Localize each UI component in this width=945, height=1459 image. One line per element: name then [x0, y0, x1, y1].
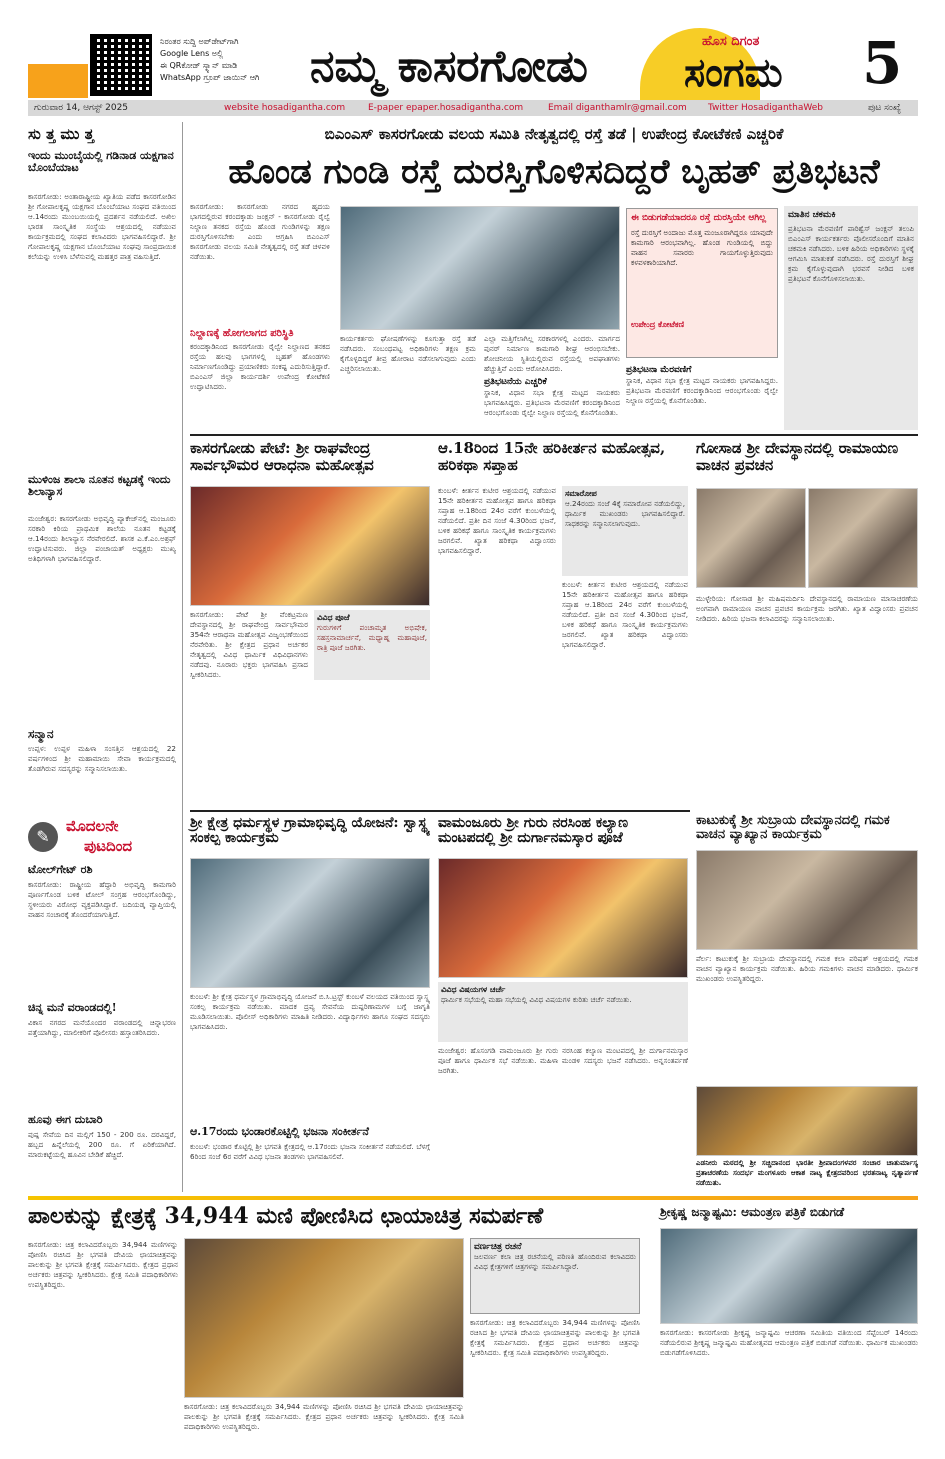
top-body4: ಎಲ್ಲಾ ಮತ್ತಿಗೆಲಾಗಿಲ್ಲ ಸರಕಾರಗಳಲ್ಲಿ ಎಂದರು. ಮಾರ್ಗದ ಪುನರ್ ನಿರ್ಮಾಣ ಕಾಮಗಾರಿ ಶೀಘ್ರ ಆರಂಭಿಸಬೇಕು. ಶೋಚನೀಯ ಸ್ಥಿತಿಯಲ್ಲಿರುವ ರಸ್ತೆಯಲ್ಲಿ ಅಪಘಾತಗಳು ಹೆಚ್ಚುತ್ತಿವೆ ಎಂದು ಆರೋಪಿಸಿದರು.	[484, 334, 620, 373]
protest-photo	[340, 206, 620, 330]
c-photo-1	[696, 488, 806, 588]
a-box-title: ವಿವಿಧ ಪೂಜೆ	[317, 613, 350, 622]
page-number: 5	[862, 29, 903, 97]
a-box-body: ಗುರುಗಳಿಗೆ ಪಂಚಾಮೃತ ಅಭಿಷೇಕ, ಸಹಸ್ರನಾಮಾರ್ಚನೆ, ಮಧ್ಯಾಹ್ನ ಮಹಾಪೂಜೆ, ರಾತ್ರಿ ಪೂಜೆ ಜರಗಿತು.	[317, 623, 427, 652]
b-box	[562, 486, 688, 576]
h-box-body: ಜಲವರ್ಣ ಕಲಾ ಚಿತ್ರ ರಚನೆಯಲ್ಲಿ ಪರಿಣತಿ ಹೊಂದಿರುವ ಕಲಾವಿದರು ವಿವಿಧ ಕ್ಷೇತ್ರಗಳಿಗೆ ಚಿತ್ರಗಳನ್ನು ಸಮರ್ಪಿಸಿದ್ದಾರೆ.	[474, 1252, 636, 1271]
f-box-body: ಧಾರ್ಮಿಕ ಸಭೆಯಲ್ಲಿ ಮಹಾ ಸಭೆಯಲ್ಲಿ ವಿವಿಧ ವಿಷಯಗಳ ಕುರಿತು ಚರ್ಚೆ ನಡೆಯಿತು.	[441, 995, 632, 1004]
info-bar	[28, 100, 918, 116]
i-headline: ಶ್ರೀಕೃಷ್ಣ ಜನ್ಮಾಷ್ಟಮಿ: ಆಮಂತ್ರಣ ಪತ್ರಿಕೆ ಬಿಡುಗಡೆ	[660, 1205, 845, 1219]
d-dance-photo	[696, 1086, 918, 1156]
column-title-small: ಮೊದಲನೇ	[66, 817, 119, 835]
quote-box	[626, 208, 778, 358]
left-p4: ಕಾಸರಗೋಡು: ರಾಷ್ಟ್ರೀಯ ಹೆದ್ದಾರಿ ಅಭಿವೃದ್ಧಿ ಕಾಮಗಾರಿ ಪೂರ್ಣಗೊಂಡ ಬಳಿಕ ಟೋಲ್ ಸಂಗ್ರಹ ಆರಂಭಗೊಂಡಿದ್ದು, ಸ್ಥಳೀಯರು ವಿರೋಧ ವ್ಯಕ್ತಪಡಿಸಿದ್ದಾರೆ. ಬದಿಯಡ್ಕ ವ್ಯಾಪ್ತಿಯಲ್ಲಿ ವಾಹನ ಸಂಚಾರಕ್ಕೆ ತೊಂದರೆಯಾಗುತ್ತಿದೆ.	[28, 880, 176, 919]
h-body-3: ಕಾಸರಗೋಡು: ಚಿತ್ರ ಕಲಾವಿದರೊಬ್ಬರು 34,944 ಮಣಿಗಳನ್ನು ಪೋಣಿಸಿ ರಚಿಸಿದ ಶ್ರೀ ಭಗವತಿ ದೇವಿಯ ಛಾಯಾಚಿತ್ರವನ್ನು ಪಾಲಕುನ್ನು ಶ್ರೀ ಭಗವತಿ ಕ್ಷೇತ್ರಕ್ಕೆ ಸಮರ್ಪಿಸಿದರು. ಕ್ಷೇತ್ರದ ಪ್ರಧಾನ ಅರ್ಚಕರು ಚಿತ್ರವನ್ನು ಸ್ವೀಕರಿಸಿದರು. ಕ್ಷೇತ್ರ ಸಮಿತಿ ಪದಾಧಿಕಾರಿಗಳು ಉಪಸ್ಥಿತರಿದ್ದರು.	[184, 1402, 464, 1431]
c-headline: ಗೋಸಾಡ ಶ್ರೀ ದೇವಸ್ಥಾನದಲ್ಲಿ ರಾಮಾಯಣ ವಾಚನ ಪ್ರವಚನ	[696, 439, 899, 474]
d-photo	[696, 850, 918, 950]
e-body: ಕುಂಬಳೆ: ಶ್ರೀ ಕ್ಷೇತ್ರ ಧರ್ಮಸ್ಥಳ ಗ್ರಾಮಾಭಿವೃದ್ಧಿ ಯೋಜನೆ ಬಿ.ಸಿ.ಟ್ರಸ್ಟ್ ಕುಂಬಳೆ ವಲಯದ ವತಿಯಿಂದ ಸ್ವಾಸ್ಥ್ಯ ಸಂಕಲ್ಪ ಕಾರ್ಯಕ್ರಮ ನಡೆಯಿತು. ಮಾದಕ ದ್ರವ್ಯ ಸೇವನೆಯ ದುಷ್ಪರಿಣಾಮಗಳ ಬಗ್ಗೆ ಜಾಗೃತಿ ಮೂಡಿಸಲಾಯಿತು. ಪೊಲೀಸ್ ಅಧಿಕಾರಿಗಳು ಮಾಹಿತಿ ನೀಡಿದರು. ವಿದ್ಯಾರ್ಥಿಗಳು ಹಾಗೂ ಸಂಘದ ಸದಸ್ಯರು ಭಾಗವಹಿಸಿದರು.	[190, 992, 430, 1031]
i-body: ಕಾಸರಗೋಡು: ಕಾಸರಗೋಡು ಶ್ರೀಕೃಷ್ಣ ಜನ್ಮಾಷ್ಟಮಿ ಆಚರಣಾ ಸಮಿತಿಯ ವತಿಯಿಂದ ಸೆಪ್ಟೆಂಬರ್ 14ರಂದು ನಡೆಯಲಿರುವ ಶ್ರೀಕೃಷ್ಣ ಜನ್ಮಾಷ್ಟಮಿ ಮಹೋತ್ಸವದ ಆಮಂತ್ರಣ ಪತ್ರಿಕೆ ಬಿಡುಗಡೆ ನಡೆಯಿತು. ಧಾರ್ಮಿಕ ಮುಖಂಡರು ಬಿಡುಗಡೆಗೊಳಿಸಿದರು.	[660, 1328, 918, 1357]
h-body-2: ಕಾಸರಗೋಡು: ಚಿತ್ರ ಕಲಾವಿದರೊಬ್ಬರು 34,944 ಮಣಿಗಳನ್ನು ಪೋಣಿಸಿ ರಚಿಸಿದ ಶ್ರೀ ಭಗವತಿ ದೇವಿಯ ಛಾಯಾಚಿತ್ರವನ್ನು ಪಾಲಕುನ್ನು ಶ್ರೀ ಭಗವತಿ ಕ್ಷೇತ್ರಕ್ಕೆ ಸಮರ್ಪಿಸಿದರು. ಕ್ಷೇತ್ರದ ಪ್ರಧಾನ ಅರ್ಚಕರು ಚಿತ್ರವನ್ನು ಸ್ವೀಕರಿಸಿದರು. ಕ್ಷೇತ್ರ ಸಮಿತಿ ಪದಾಧಿಕಾರಿಗಳು ಉಪಸ್ಥಿತರಿದ್ದರು.	[470, 1318, 640, 1357]
a-photo	[190, 486, 430, 606]
quote-body: ರಸ್ತೆ ದುರಸ್ತಿಗೆ ಅಂದಾಜು ಮೊತ್ತ ಮಂಜೂರಾಗಿದ್ದರೂ ಯಾವುದೇ ಕಾಮಗಾರಿ ಆರಂಭವಾಗಿಲ್ಲ. ಹೊಂಡ ಗುಂಡಿಯಲ್ಲಿ ಬಿದ್ದು ವಾಹನ ಸವಾರರು ಗಾಯಗೊಳ್ಳುತ್ತಿರುವುದು ಕಳವಳಕಾರಿಯಾಗಿದೆ.	[631, 228, 773, 267]
b-body: ಕುಂಬಳೆ: ಕೀರ್ತನ ಕುಟೀರ ಆಶ್ರಯದಲ್ಲಿ ನಡೆಯುವ 15ನೇ ಹರಿಕೀರ್ತನ ಮಹೋತ್ಸವ ಹಾಗೂ ಹರಿಕಥಾ ಸಪ್ತಾಹ ಆ.18ರಿಂದ 24ರ ವರೆಗೆ ಕುಂಬಳೆಯಲ್ಲಿ ನಡೆಯಲಿದೆ. ಪ್ರತೀ ದಿನ ಸಂಜೆ 4.30ರಿಂದ ಭಜನೆ, ಬಳಿಕ ಹರಿಕಥೆ ಹಾಗೂ ಸಾಂಸ್ಕೃತಿಕ ಕಾರ್ಯಕ್ರಮಗಳು ಜರಗಲಿವೆ. ಖ್ಯಾತ ಹರಿಕಥಾ ವಿದ್ವಾಂಸರು ಭಾಗವಹಿಸಲಿದ್ದಾರೆ.	[438, 486, 556, 555]
top-story	[190, 122, 918, 432]
paper-title: ನಮ್ಮ ಕಾಸರಗೋಡು	[310, 41, 588, 92]
epaper-link[interactable]: E-paper epaper.hosadigantha.com	[368, 103, 524, 113]
story-i	[660, 1204, 918, 1454]
left-p1: ಕಾಸರಗೋಡು: ಅಂತಾರಾಷ್ಟ್ರೀಯ ಖ್ಯಾತಿಯ ಪಡೆದ ಕಾಸರಗೋಡಿನ ಶ್ರೀ ಗೋಪಾಲಕೃಷ್ಣ ಯಕ್ಷಗಾನ ಬೊಂಬೆಯಾಟ ಸಂಘದ ವತಿಯಿಂದ ಆ.14ರಂದು ಮುಂಬಯಿಯಲ್ಲಿ ಪ್ರದರ್ಶನ ನಡೆಯಲಿದೆ. ಅಖಿಲ ಭಾರತ ಸಾಂಸ್ಕೃತಿಕ ಸಂಸ್ಥೆಯ ಆಶ್ರಯದಲ್ಲಿ ನಡೆಯುವ ಕಾರ್ಯಕ್ರಮದಲ್ಲಿ ಸಂಘದ ಕಲಾವಿದರು ಭಾಗವಹಿಸಲಿದ್ದಾರೆ. ಶ್ರೀ ಗೋಪಾಲಕೃಷ್ಣ ಯಕ್ಷಗಾನ ಬೊಂಬೆಯಾಟ ಸಂಘವು ಸಾಂಪ್ರದಾಯಿಕ ಕಲೆಯನ್ನು ಉಳಿಸಿ ಬೆಳೆಸುವಲ್ಲಿ ಮಹತ್ತರ ಪಾತ್ರ ವಹಿಸುತ್ತಿದೆ.	[28, 192, 176, 261]
left-h6: ಹೂವು ಈಗ ದುಬಾರಿ	[28, 1113, 103, 1126]
left-divider	[182, 122, 183, 1192]
left-p2: ಮಂಜೇಶ್ವರ: ಕಾಸರಗೋಡು ಅಭಿವೃದ್ಧಿ ಪ್ಯಾಕೇಜ್‌ನಲ್ಲಿ ಮಂಜೂರು ಸರಕಾರಿ ಕಿರಿಯ ಪ್ರಾಥಮಿಕ ಶಾಲೆಯ ನೂತನ ಕಟ್ಟಡಕ್ಕೆ ಆ.14ರಂದು ಶಿಲಾನ್ಯಾಸ ನೆರವೇರಲಿದೆ. ಶಾಸಕ ಎ.ಕೆ.ಎಂ.ಅಶ್ರಫ್ ಉದ್ಘಾಟಿಸುವರು. ಜಿಲ್ಲಾ ಪಂಚಾಯತ್ ಅಧ್ಯಕ್ಷರು ಮುಖ್ಯ ಅತಿಥಿಗಳಾಗಿ ಭಾಗವಹಿಸಲಿದ್ದಾರೆ.	[28, 514, 176, 563]
top-body2: ಕರಂದಕ್ಕಾಡಿನಿಂದ ಕಾಸರಗೋಡು ರೈಲ್ವೇ ನಿಲ್ದಾಣದ ತನಕದ ರಸ್ತೆಯ ಹಲವು ಭಾಗಗಳಲ್ಲಿ ಬೃಹತ್ ಹೊಂಡಗಳು ನಿರ್ಮಾಣಗೊಂಡಿದ್ದು ಪ್ರಯಾಣಿಕರು ಸಂಕಷ್ಟ ಎದುರಿಸುತ್ತಿದ್ದಾರೆ. ಬಿಎಂಎಸ್ ಜಿಲ್ಲಾ ಕಾರ್ಯದರ್ಶಿ ಉಪೇಂದ್ರ ಕೋಟೆಕಣಿ ಉದ್ಘಾಟಿಸಿದರು.	[190, 342, 330, 391]
side-body: ಪ್ರತಿಭಟನಾ ಮೆರವಣಿಗೆ ಪಾರಿಶ್ವೆಸ್ ಜಂಕ್ಷನ್‌ ತಲುಪಿ ಬಿಎಂಎಸ್ ಕಾರ್ಯಕರ್ತರು ಪೊಲೀಸರೊಂದಿಗೆ ಮಾತಿನ ಚಕಮಕಿ ನಡೆಸಿದರು. ಬಳಿಕ ಹಿರಿಯ ಅಧಿಕಾರಿಗಳು ಸ್ಥಳಕ್ಕೆ ಆಗಮಿಸಿ ಮಾತುಕತೆ ನಡೆಸಿದರು. ರಸ್ತೆ ದುರಸ್ತಿಗೆ ಶೀಘ್ರ ಕ್ರಮ ಕೈಗೊಳ್ಳುವುದಾಗಿ ಭರವಸೆ ನೀಡಿದ ಬಳಿಕ ಪ್ರತಿಭಟನೆ ಕೊನೆಗೊಳಿಸಲಾಯಿತು.	[788, 224, 914, 283]
top-body5: ಸ್ಥಾನಿಕ, ವಿಧಾನ ಸಭಾ ಕ್ಷೇತ್ರ ಮಟ್ಟದ ನಾಯಕರು ಭಾಗವಹಿಸಿದ್ದರು. ಪ್ರತಿಭಟನಾ ಮೆರವಣಿಗೆ ಕರಂದಕ್ಕಾಡಿನಿಂದ ಆರಂಭಗೊಂಡು ರೈಲ್ವೇ ನಿಲ್ದಾಣ ರಸ್ತೆಯಲ್ಲಿ ಕೊನೆಗೊಂಡಿತು.	[484, 388, 620, 417]
left-column	[28, 122, 176, 1192]
b-box-body: ಆ.24ರಂದು ಸಂಜೆ 4ಕ್ಕೆ ಸಮಾರೋಪ ನಡೆಯಲಿದ್ದು, ಧಾರ್ಮಿಕ ಮುಖಂಡರು ಭಾಗವಹಿಸಲಿದ್ದಾರೆ. ಸಾಧಕರನ್ನು ಸನ್ಮಾನಿಸಲಾಗುವುದು.	[565, 499, 685, 528]
f-headline: ವಾಮಂಜೂರು ಶ್ರೀ ಗುರು ನರಸಿಂಹ ಕಲ್ಯಾಣ ಮಂಟಪದಲ್ಲಿ ಶ್ರೀ ದುರ್ಗಾನಮಸ್ಕಾರ ಪೂಜೆ	[438, 815, 629, 847]
brand-label: ಹೊಸ ದಿಗಂತ	[702, 34, 760, 49]
pencil-icon: ✎	[28, 822, 58, 852]
qr-instructions: ನಿರಂತರ ಸುದ್ದಿ ಅಪ್‌ಡೇಟ್‌ಗಾಗಿ Google Lens ಅಲ್ಲಿ ಈ QRಕೋಡ್ ಸ್ಕ್ಯಾನ್ ಮಾಡಿ WhatsApp ಗ್ರೂಪ್ ಜಾಯಿನ್ ಆಗಿ	[160, 37, 260, 82]
story-h	[28, 1204, 640, 1454]
c-body: ಮುಳ್ಳೇರಿಯ: ಗೋಸಾಡ ಶ್ರೀ ಮಹಿಷಮರ್ದಿನಿ ದೇವಸ್ಥಾನದಲ್ಲಿ ರಾಮಾಯಣ ಮಾಸಾಚರಣೆಯ ಅಂಗವಾಗಿ ರಾಮಾಯಣ ವಾಚನ ಪ್ರವಚನ ಕಾರ್ಯಕ್ರಮ ಜರಗಿತು. ಖ್ಯಾತ ವಿದ್ವಾಂಸರು ಪ್ರವಚನ ನೀಡಿದರು. ಹಿರಿಯ ಭಜನಾ ಕಲಾವಿದರನ್ನು ಸನ್ಮಾನಿಸಲಾಯಿತು.	[696, 594, 918, 623]
f-box	[438, 982, 688, 1042]
i-photo	[660, 1228, 918, 1324]
bottom-stripe	[28, 1196, 918, 1200]
website-link[interactable]: website hosadigantha.com	[224, 103, 346, 113]
left-p3: ಉಪ್ಪಳ: ಉಪ್ಪಳ ಮಹಿಳಾ ಸಂಸತ್ತಿನ ಆಶ್ರಯದಲ್ಲಿ 22 ವರ್ಷಗಳಿಂದ ಶ್ರೀ ಮಹಾಮಾಯಿ ಸೇವಾ ಕಾರ್ಯಕ್ರಮದಲ್ಲಿ ತೊಡಗಿರುವ ಸದಸ್ಯರನ್ನು ಸನ್ಮಾನಿಸಲಾಯಿತು.	[28, 744, 176, 773]
f-photo	[438, 858, 688, 978]
story-b	[438, 438, 688, 808]
date-text: ಗುರುವಾರ 14, ಆಗಸ್ಟ್ 2025	[34, 103, 129, 113]
h-box-title: ವರ್ಣಚಿತ್ರ ರಚನೆ	[474, 1242, 522, 1252]
top-body1: ಕಾಸರಗೋಡು: ಕಾಸರಗೋಡು ನಗರದ ಹೃದಯ ಭಾಗದಲ್ಲಿರುವ ಕರಂದಕ್ಕಾಡು ಜಂಕ್ಷನ್ - ಕಾಸರಗೋಡು ರೈಲ್ವೆ ನಿಲ್ದಾಣ ತನಕದ ರಸ್ತೆಯ ಹೊಂಡ ಗುಂಡಿಗಳನ್ನು ತಕ್ಷಣ ದುರಸ್ತಿಗೊಳಿಸಬೇಕು ಎಂದು ಆಗ್ರಹಿಸಿ ಬಿಎಂಎಸ್ ಕಾಸರಗೋಡು ವಲಯ ಸಮಿತಿ ನೇತೃತ್ವದಲ್ಲಿ ರಸ್ತೆ ತಡೆ ಚಳವಳಿ ನಡೆಯಿತು.	[190, 202, 330, 261]
left-h2: ಮುಳಿಂಜ ಶಾಲಾ ನೂತನ ಕಟ್ಟಡಕ್ಕೆ ಇಂದು ಶಿಲಾನ್ಯಾಸ	[28, 473, 171, 499]
b-body-2: ಕುಂಬಳೆ: ಕೀರ್ತನ ಕುಟೀರ ಆಶ್ರಯದಲ್ಲಿ ನಡೆಯುವ 15ನೇ ಹರಿಕೀರ್ತನ ಮಹೋತ್ಸವ ಹಾಗೂ ಹರಿಕಥಾ ಸಪ್ತಾಹ ಆ.18ರಿಂದ 24ರ ವರೆಗೆ ಕುಂಬಳೆಯಲ್ಲಿ ನಡೆಯಲಿದೆ. ಪ್ರತೀ ದಿನ ಸಂಜೆ 4.30ರಿಂದ ಭಜನೆ, ಬಳಿಕ ಹರಿಕಥೆ ಹಾಗೂ ಸಾಂಸ್ಕೃತಿಕ ಕಾರ್ಯಕ್ರಮಗಳು ಜರಗಲಿವೆ. ಖ್ಯಾತ ಹರಿಕಥಾ ವಿದ್ವಾಂಸರು ಭಾಗವಹಿಸಲಿದ್ದಾರೆ.	[562, 580, 688, 649]
top-headline: ಹೊಂಡ ಗುಂಡಿ ರಸ್ತೆ ದುರಸ್ತಿಗೊಳಿಸದಿದ್ದರೆ ಬೃಹತ್ ಪ್ರತಿಭಟನೆ	[228, 152, 880, 192]
story-g	[190, 1126, 430, 1192]
b-headline: ಆ.18ರಿಂದ 15ನೇ ಹರಿಕೀರ್ತನ ಮಹೋತ್ಸವ, ಹರಿಕಥಾ ಸಪ್ತಾಹ	[438, 439, 666, 474]
h-box	[470, 1238, 640, 1314]
orange-block	[28, 64, 88, 98]
top-body3: ಕಾರ್ಯಕರ್ತರು ಘೋಷಣೆಗಳನ್ನು ಕೂಗುತ್ತಾ ರಸ್ತೆ ತಡೆ ನಡೆಸಿದರು. ಸಂಬಂಧಪಟ್ಟ ಅಧಿಕಾರಿಗಳು ತಕ್ಷಣ ಕ್ರಮ ಕೈಗೊಳ್ಳದಿದ್ದರೆ ತೀವ್ರ ಹೋರಾಟ ನಡೆಸಲಾಗುವುದು ಎಂದು ಎಚ್ಚರಿಸಲಾಯಿತು.	[340, 334, 476, 373]
sutta-label: ಸು ತ್ತ ಮು ತ್ತ	[28, 125, 94, 143]
left-p5: ವಿಕಾಸ ನಗರದ ಮನೆಯೊಂದರ ವರಾಂಡದಲ್ಲಿ ಚಿನ್ನಾಭರಣ ಪತ್ತೆಯಾಗಿದ್ದು, ಮಾಲೀಕರಿಗೆ ಪೊಲೀಸರು ಹಸ್ತಾಂತರಿಸಿದರು.	[28, 1018, 176, 1037]
h-photo	[184, 1238, 464, 1398]
story-c	[696, 438, 918, 808]
top-rule	[190, 434, 918, 436]
f-box-title: ವಿವಿಧ ವಿಷಯಗಳ ಚರ್ಚೆ	[441, 985, 506, 994]
page-tag: ಪುಟ ಸಂಖ್ಯೆ	[868, 103, 901, 113]
column-title-big: ಪುಟದಿಂದ	[84, 837, 133, 855]
left-h1: ಇಂದು ಮುಂಬೈಯಲ್ಲಿ ಗಡಿನಾಡ ಯಕ್ಷಗಾನ ಬೊಂಬೆಯಾಟ	[28, 149, 174, 175]
top-kicker: ಬಿಎಂಎಸ್ ಕಾಸರಗೋಡು ವಲಯ ಸಮಿತಿ ನೇತೃತ್ವದಲ್ಲಿ ರಸ್ತೆ ತಡೆ | ಉಪೇಂದ್ರ ಕೋಟೆಕಣಿ ಎಚ್ಚರಿಕೆ	[324, 125, 784, 143]
top-subhead1: ನಿಲ್ದಾಣಕ್ಕೆ ಹೋಗಲಾಗದ ಪರಿಸ್ಥಿತಿ	[190, 328, 294, 339]
left-p6: ಪುಷ್ಪ ಸೇವೆಯ ದಿನ ಮಲ್ಲಿಗೆ 150 - 200 ರೂ. ದರವಿದ್ದರೆ, ಹಬ್ಬದ ಹಿನ್ನೆಲೆಯಲ್ಲಿ 200 ರೂ. ಗೆ ಏರಿಕೆಯಾಗಿದೆ. ಮಾರುಕಟ್ಟೆಯಲ್ಲಿ ಹೂವಿನ ಬೇಡಿಕೆ ಹೆಚ್ಚಿದೆ.	[28, 1130, 176, 1159]
e-headline: ಶ್ರೀ ಕ್ಷೇತ್ರ ಧರ್ಮಸ್ಥಳ ಗ್ರಾಮಾಭಿವೃದ್ಧಿ ಯೋಜನೆ: ಸ್ವಾಸ್ಥ್ಯ ಸಂಕಲ್ಪ ಕಾರ್ಯಕ್ರಮ	[190, 815, 430, 847]
a-body: ಕಾಸರಗೋಡು: ಪೇಟೆ ಶ್ರೀ ವೆಂಕಟ್ರಮಣ ದೇವಸ್ಥಾನದಲ್ಲಿ ಶ್ರೀ ರಾಘವೇಂದ್ರ ಸಾರ್ವಭೌಮರ 354ನೇ ಆರಾಧನಾ ಮಹೋತ್ಸವ ವಿಜೃಂಭಣೆಯಿಂದ ನೆರವೇರಿತು. ಶ್ರೀ ಕ್ಷೇತ್ರದ ಪ್ರಧಾನ ಅರ್ಚಕರ ನೇತೃತ್ವದಲ್ಲಿ ವಿವಿಧ ಧಾರ್ಮಿಕ ವಿಧಿವಿಧಾನಗಳು ನಡೆದವು. ನೂರಾರು ಭಕ್ತರು ಭಾಗವಹಿಸಿ ಪ್ರಸಾದ ಸ್ವೀಕರಿಸಿದರು.	[190, 610, 308, 679]
top-body5b: ಸ್ಥಾನಿಕ, ವಿಧಾನ ಸಭಾ ಕ್ಷೇತ್ರ ಮಟ್ಟದ ನಾಯಕರು ಭಾಗವಹಿಸಿದ್ದರು. ಪ್ರತಿಭಟನಾ ಮೆರವಣಿಗೆ ಕರಂದಕ್ಕಾಡಿನಿಂದ ಆರಂಭಗೊಂಡು ರೈಲ್ವೇ ನಿಲ್ದಾಣ ರಸ್ತೆಯಲ್ಲಿ ಕೊನೆಗೊಂಡಿತು.	[626, 376, 778, 405]
side-box	[784, 206, 918, 430]
g-headline: ಆ.17ರಂದು ಭಂಡಾರಕೊಟ್ಟಿಲ್ಲಿ ಭಜನಾ ಸಂಕೀರ್ತನೆ	[190, 1125, 369, 1138]
c-photo-2	[808, 488, 918, 588]
d-body: ಪೆರ್ಲ: ಕಾಟುಕುಕ್ಕೆ ಶ್ರೀ ಸುಬ್ರಾಯ ದೇವಸ್ಥಾನದಲ್ಲಿ ಗಮಕ ಕಲಾ ಪರಿಷತ್ ಆಶ್ರಯದಲ್ಲಿ ಗಮಕ ವಾಚನ ವ್ಯಾಖ್ಯಾನ ಕಾರ್ಯಕ್ರಮ ನಡೆಯಿತು. ಹಿರಿಯ ಗಮಕಿಗಳು ವಾಚನ ಮಾಡಿದರು. ಧಾರ್ಮಿಕ ಮುಖಂಡರು ಉಪಸ್ಥಿತರಿದ್ದರು.	[696, 954, 918, 983]
a-headline: ಕಾಸರಗೋಡು ಪೇಟೆ: ಶ್ರೀ ರಾಘವೇಂದ್ರ ಸಾರ್ವಭೌಮರ ಆರಾಧನಾ ಮಹೋತ್ಸವ	[190, 439, 374, 474]
top-subhead2: ಪ್ರತಿಭಟನೆಯ ಎಚ್ಚರಿಕೆ	[484, 377, 547, 387]
side-head: ಮಾತಿನ ಚಕಮಕಿ	[788, 210, 836, 220]
h-headline: ಪಾಲಕುನ್ನು ಕ್ಷೇತ್ರಕ್ಕೆ 34,944 ಮಣಿ ಪೋಣಿಸಿದ ಛಾಯಾಚಿತ್ರ ಸಮರ್ಪಣೆ	[28, 1203, 544, 1229]
qr-code[interactable]	[90, 34, 152, 96]
h-body: ಕಾಸರಗೋಡು: ಚಿತ್ರ ಕಲಾವಿದರೊಬ್ಬರು 34,944 ಮಣಿಗಳನ್ನು ಪೋಣಿಸಿ ರಚಿಸಿದ ಶ್ರೀ ಭಗವತಿ ದೇವಿಯ ಛಾಯಾಚಿತ್ರವನ್ನು ಪಾಲಕುನ್ನು ಶ್ರೀ ಭಗವತಿ ಕ್ಷೇತ್ರಕ್ಕೆ ಸಮರ್ಪಿಸಿದರು. ಕ್ಷೇತ್ರದ ಪ್ರಧಾನ ಅರ್ಚಕರು ಚಿತ್ರವನ್ನು ಸ್ವೀಕರಿಸಿದರು. ಕ್ಷೇತ್ರ ಸಮಿತಿ ಪದಾಧಿಕಾರಿಗಳು ಉಪಸ್ಥಿತರಿದ್ದರು.	[28, 1240, 178, 1289]
story-e	[190, 814, 430, 1124]
left-h4: ಟೋಲ್‌ಗೇಟ್ ರಶಿ	[28, 863, 93, 876]
story-d	[696, 814, 918, 1194]
g-body: ಕುಂಬಳೆ: ಭಂಡಾರ ಕೊಟ್ಟಿಲ್ಲಿ ಶ್ರೀ ಭಗವತಿ ಕ್ಷೇತ್ರದಲ್ಲಿ ಆ.17ರಂದು ಭಜನಾ ಸಂಕೀರ್ತನೆ ನಡೆಯಲಿದೆ. ಬೆಳಗ್ಗೆ 6ರಿಂದ ಸಂಜೆ 6ರ ವರೆಗೆ ವಿವಿಧ ಭಜನಾ ತಂಡಗಳು ಭಾಗವಹಿಸಲಿವೆ.	[190, 1142, 430, 1161]
mid-rule	[190, 810, 690, 812]
top-subhead3: ಪ್ರತಿಭಟನಾ ಮೆರವಣಿಗೆ	[626, 365, 692, 375]
d-headline: ಕಾಟುಕುಕ್ಕೆ ಶ್ರೀ ಸುಬ್ರಾಯ ದೇವಸ್ಥಾನದಲ್ಲಿ ಗಮಕ ವಾಚನ ವ್ಯಾಖ್ಯಾನ ಕಾರ್ಯಕ್ರಮ	[696, 813, 890, 843]
supplement-title: ಸಂಗಮ	[684, 49, 783, 96]
story-f	[438, 814, 688, 1194]
left-h5: ಚಿನ್ನ ಮನೆ ವರಾಂಡದಲ್ಲಿ!	[28, 1001, 117, 1014]
quote-by: ಉಪೇಂದ್ರ ಕೋಟೆಕಣಿ	[631, 320, 685, 329]
b-box-title: ಸಮಾರೋಪ	[565, 489, 597, 498]
email-link[interactable]: Email diganthamlr@gmail.com	[548, 103, 687, 113]
e-photo	[190, 858, 430, 988]
twitter-link[interactable]: Twitter HosadiganthaWeb	[708, 103, 824, 113]
a-box	[314, 610, 430, 680]
left-h3: ಸನ್ಮಾನ	[28, 727, 54, 741]
story-a	[190, 438, 430, 808]
d-caption: ಎಡನೀರು ಮಠದಲ್ಲಿ ಶ್ರೀ ಸಚ್ಚಿದಾನಂದ ಭಾರತೀ ಶ್ರೀಪಾದಂಗಳವರ ಸಂಚಾರ ಚಾತುರ್ಮಾಸ್ಯ ವ್ರತಾಚರಣೆಯ ಸಂದರ್ಭ ಮಂಗಳೂರು ಆಕಾಶ ನಾಟ್ಯ ಕ್ಷೇತ್ರದವರಿಂದ ಭರತನಾಟ್ಯ ನೃತ್ಯಾರ್ಪಣೆ ನಡೆಯಿತು.	[696, 1158, 918, 1187]
quote-title: ಈ ಬಿಡುಗಡೆಯಾದರೂ ರಸ್ತೆ ದುರಸ್ತಿಯೇ ಆಗಿಲ್ಲ	[631, 213, 767, 223]
f-body: ಮಂಜೇಶ್ವರ: ಹೊಸಂಗಡಿ ವಾಮಂಜೂರು ಶ್ರೀ ಗುರು ನರಸಿಂಹ ಕಲ್ಯಾಣ ಮಂಟಪದಲ್ಲಿ ಶ್ರೀ ದುರ್ಗಾನಮಸ್ಕಾರ ಪೂಜೆ ಹಾಗೂ ಧಾರ್ಮಿಕ ಸಭೆ ನಡೆಯಿತು. ಮಹಿಳಾ ಮಂಡಳಿ ಸದಸ್ಯರು ಭಜನೆ ನಡೆಸಿದರು. ಅನ್ನಸಂತರ್ಪಣೆ ಜರಗಿತು.	[438, 1046, 688, 1075]
